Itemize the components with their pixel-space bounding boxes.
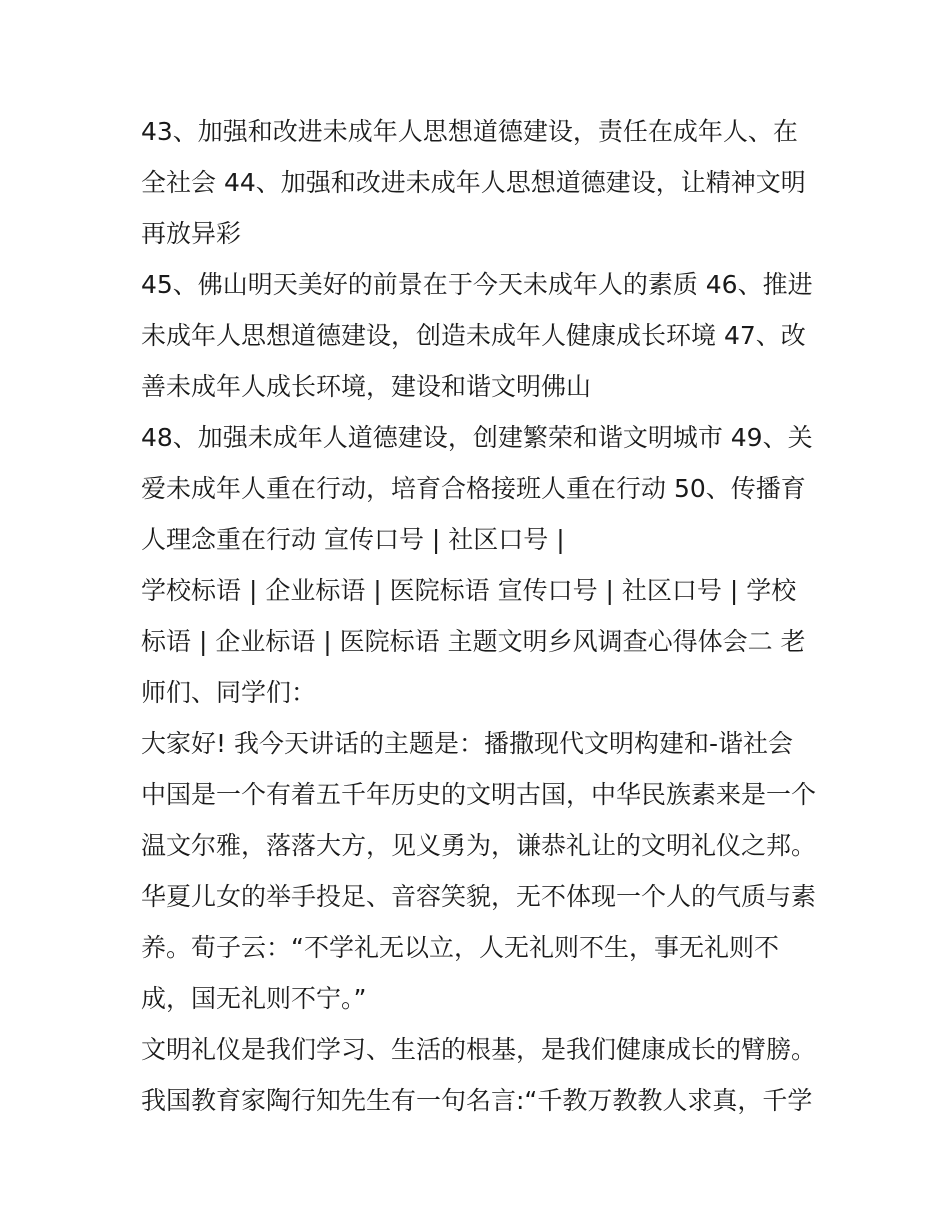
paragraph-slogans-45-47: 45、佛山明天美好的前景在于今天未成年人的素质 46、推进未成年人思想道德建设，创造未成年人健康成长环境 47、改善未成年人成长环境，建设和谐文明佛山	[141, 270, 813, 401]
paragraph-civility-foundation: 文明礼仪是我们学习、生活的根基，是我们健康成长的臂膀。我国教育家陶行知先生有一句名言:“千教万教教人求真，千学	[141, 1035, 817, 1115]
paragraph-china-etiquette: 中国是一个有着五千年历史的文明古国，中华民族素来是一个温文尔雅，落落大方，见义勇为，谦恭礼让的文明礼仪之邦。华夏儿女的举手投足、音容笑貌，无不体现一个人的气质与素养。荀子云：“不学礼无以立，人无礼则不生，事无礼则不成，国无礼则不宁。”	[141, 780, 817, 1013]
paragraph-slogan-categories: 学校标语 | 企业标语 | 医院标语 宣传口号 | 社区口号 | 学校标语 | 企业标语 | 医院标语 主题文明乡风调查心得体会二 老师们、同学们：	[141, 576, 806, 707]
paragraph-slogans-43-44: 43、加强和改进未成年人思想道德建设，责任在成年人、在全社会 44、加强和改进未成年人思想道德建设，让精神文明再放异彩	[141, 117, 806, 248]
paragraph-greeting: 大家好! 我今天讲话的主题是：播撒现代文明构建和-谐社会	[141, 729, 793, 758]
paragraph-slogans-48-50: 48、加强未成年人道德建设，创建繁荣和谐文明城市 49、关爱未成年人重在行动，培育合格接班人重在行动 50、传播育人理念重在行动 宣传口号 | 社区口号 |	[141, 423, 813, 554]
document-body	[141, 106, 821, 1126]
